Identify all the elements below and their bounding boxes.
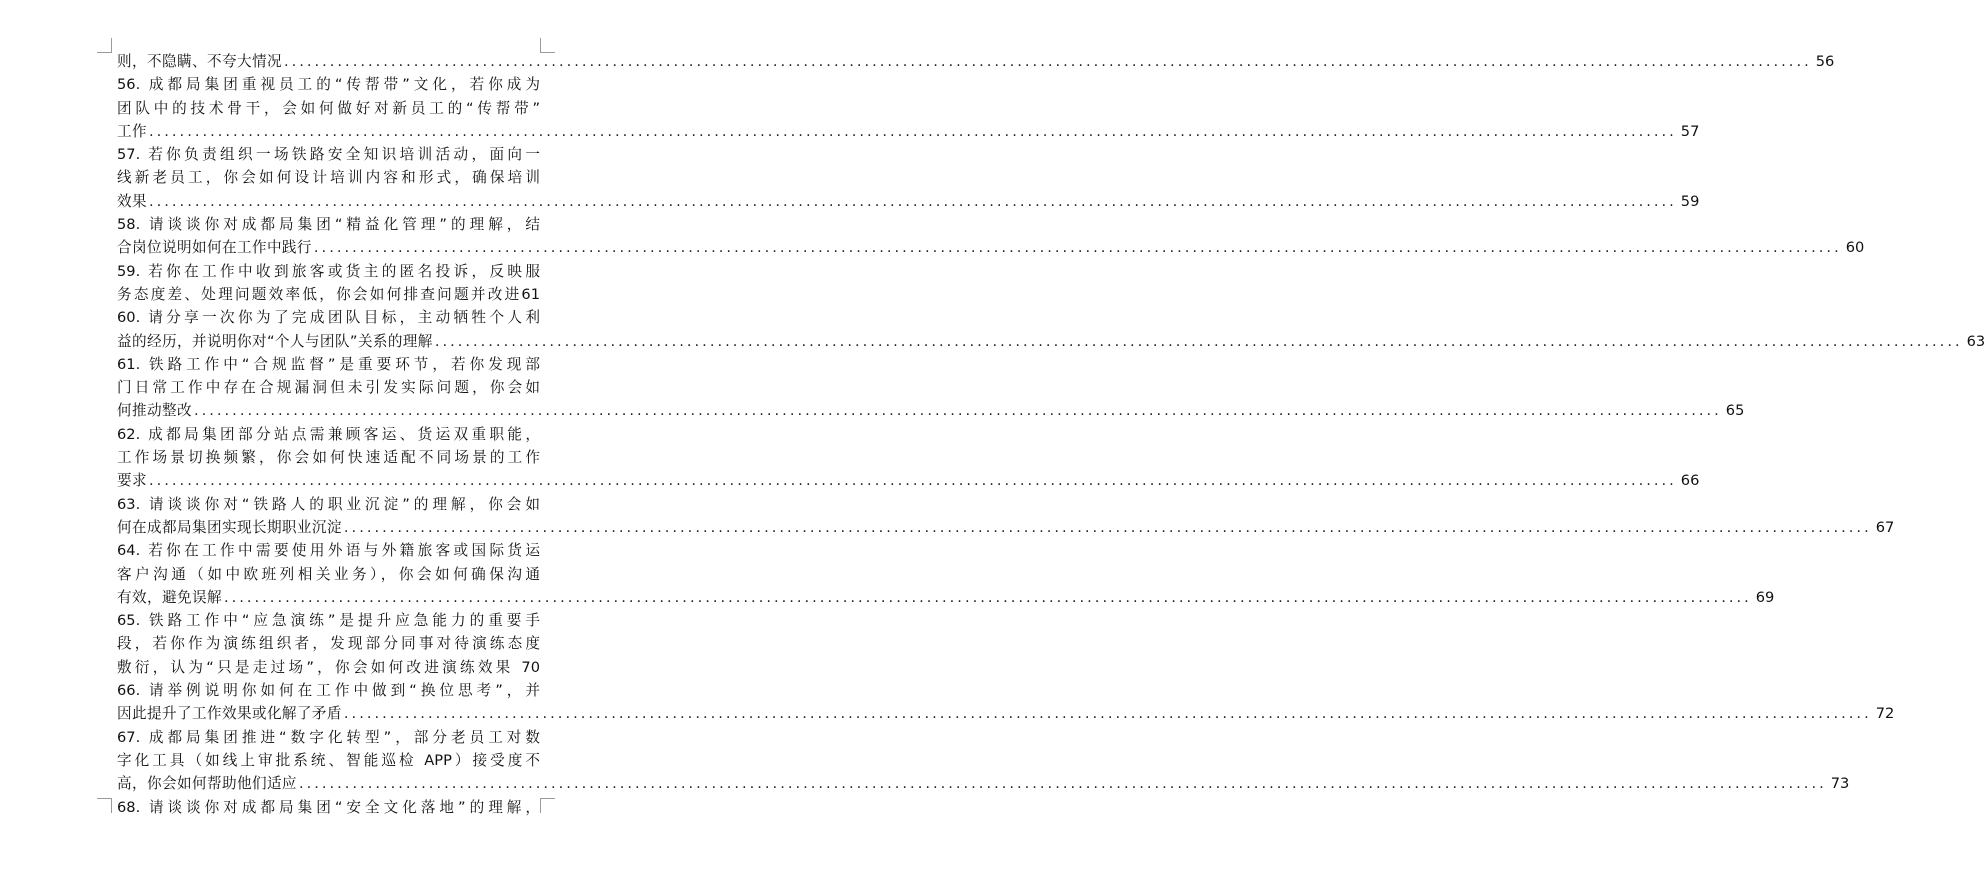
- toc-leader-dots: ........................................................................................................................................................................................................: [223, 588, 1752, 606]
- toc-line: [117, 516, 1895, 539]
- crop-mark-bottom-right: [540, 798, 555, 813]
- toc-line: 段，若你作为演练组织者，发现部分同事对待演练态度: [117, 635, 540, 653]
- toc-page-number: 60: [1845, 239, 1865, 257]
- toc-leader-dots: ........................................................................................................................................................................................................: [283, 53, 1812, 70]
- crop-mark-bottom-left: [97, 798, 112, 813]
- toc-entry-text: 何推动整改: [117, 402, 192, 420]
- toc-line: 58. 请谈谈你对成都局集团“精益化管理”的理解，结: [117, 216, 540, 234]
- toc-line: 团队中的技术骨干，会如何做好对新员工的“传帮带”: [117, 99, 540, 117]
- toc-page-number: 57: [1680, 122, 1700, 140]
- crop-mark-top-left: [97, 38, 112, 53]
- toc-line: [117, 399, 1745, 422]
- toc-line: 63. 请谈谈你对“铁路人的职业沉淀”的理解，你会如: [117, 495, 540, 513]
- toc-entry-text: 工作: [117, 122, 147, 140]
- toc-line: 59. 若你在工作中收到旅客或货主的匿名投诉，反映服: [117, 262, 540, 280]
- toc-line: 61. 铁路工作中“合规监督”是重要环节，若你发现部: [117, 355, 540, 373]
- toc-leader-dots: ........................................................................................................................................................................................................: [343, 518, 1872, 536]
- toc-entry-text: 高，你会如何帮助他们适应: [117, 775, 297, 793]
- toc-page-number: 56: [1815, 53, 1835, 70]
- toc-entry-text: 因此提升了工作效果或化解了矛盾: [117, 705, 342, 723]
- toc-entry-text: 效果: [117, 192, 147, 210]
- toc-entry-text: 则，不隐瞒、不夸大情况: [117, 53, 282, 70]
- toc-page-number: 63: [1966, 332, 1985, 350]
- toc-page-number: 72: [1875, 705, 1895, 723]
- toc-line: 57. 若你负责组织一场铁路安全知识培训活动，面向一: [117, 146, 540, 164]
- toc-entry-text: 合岗位说明如何在工作中践行: [117, 239, 312, 257]
- toc-line: [117, 586, 1775, 609]
- toc-leader-dots: ........................................................................................................................................................................................................: [149, 122, 1677, 140]
- toc-leader-dots: ........................................................................................................................................................................................................: [193, 402, 1722, 420]
- toc-line: 字化工具（如线上审批系统、智能巡检 APP）接受度不: [117, 751, 540, 769]
- toc-line: [117, 120, 1700, 143]
- toc-leader-dots: ........................................................................................................................................................................................................: [434, 332, 1963, 350]
- toc-line: [117, 702, 1895, 725]
- toc-page-number: 67: [1875, 518, 1895, 536]
- toc-page-number: 66: [1680, 472, 1700, 490]
- toc-line: 56. 成都局集团重视员工的“传帮带”文化，若你成为: [117, 76, 540, 94]
- toc-entry-text: 何在成都局集团实现长期职业沉淀: [117, 518, 342, 536]
- toc-line: [117, 236, 1865, 259]
- toc-page-number: 73: [1830, 775, 1850, 793]
- toc-line: 工作场景切换频繁，你会如何快速适配不同场景的工作: [117, 449, 540, 467]
- toc-line: 客户沟通（如中欧班列相关业务），你会如何确保沟通: [117, 565, 540, 583]
- toc-page-number: 59: [1680, 192, 1700, 210]
- toc-line: [117, 772, 1850, 795]
- toc-line: 64. 若你在工作中需要使用外语与外籍旅客或国际货运: [117, 542, 540, 560]
- toc-line: 66. 请举例说明你如何在工作中做到“换位思考”，并: [117, 682, 540, 700]
- toc-entry-text: 益的经历，并说明你对“个人与团队”关系的理解: [117, 332, 433, 350]
- toc-line: 67. 成都局集团推进“数字化转型”，部分老员工对数: [117, 728, 540, 746]
- toc-line: 门日常工作中存在合规漏洞但未引发实际问题，你会如: [117, 379, 540, 397]
- toc-line: 68. 请谈谈你对成都局集团“安全文化落地”的理解，: [117, 798, 540, 816]
- toc-leader-dots: ........................................................................................................................................................................................................: [149, 192, 1677, 210]
- toc-line: [117, 330, 1985, 353]
- toc-entry-text: 有效，避免误解: [117, 588, 222, 606]
- toc-line: 60. 请分享一次你为了完成团队目标，主动牺牲个人利: [117, 309, 540, 327]
- toc-line: 敷衍，认为“只是走过场”，你会如何改进演练效果 70: [117, 658, 540, 676]
- table-of-contents: [117, 50, 1985, 819]
- toc-entry-text: 要求: [117, 472, 147, 490]
- toc-leader-dots: ........................................................................................................................................................................................................: [343, 705, 1872, 723]
- toc-line: [117, 50, 1835, 73]
- toc-line: 线新老员工，你会如何设计培训内容和形式，确保培训: [117, 169, 540, 187]
- toc-line: 务态度差、处理问题效率低，你会如何排查问题并改进61: [117, 285, 540, 303]
- toc-line: 62. 成都局集团部分站点需兼顾客运、货运双重职能，: [117, 425, 540, 443]
- toc-leader-dots: ........................................................................................................................................................................................................: [298, 775, 1827, 793]
- toc-page-number: 69: [1755, 588, 1775, 606]
- toc-leader-dots: ........................................................................................................................................................................................................: [313, 239, 1842, 257]
- toc-line: [117, 469, 1700, 492]
- toc-line: [117, 190, 1700, 213]
- toc-leader-dots: ........................................................................................................................................................................................................: [149, 472, 1677, 490]
- toc-page-number: 65: [1725, 402, 1745, 420]
- toc-line: 65. 铁路工作中“应急演练”是提升应急能力的重要手: [117, 612, 540, 630]
